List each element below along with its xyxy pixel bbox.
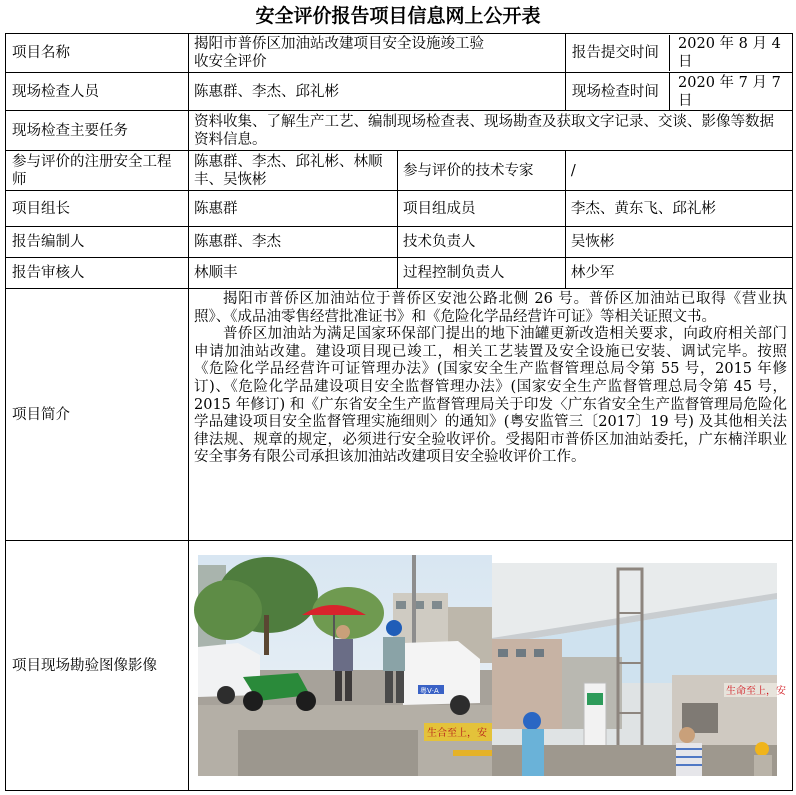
row-compiler [6,227,793,258]
compiler-value: 陈惠群、李杰 [189,227,398,258]
photos-label: 项目现场勘验图像影像 [6,541,189,791]
submit-time-value: 2020 年 8 月 4 日 [678,36,781,70]
leader-value: 陈惠群 [189,191,398,227]
experts-value: / [565,151,792,191]
compiler-label: 报告编制人 [6,227,189,258]
row-leader [6,191,793,227]
intro-paragraph-2: 普侨区加油站为满足国家环保部门提出的地下油罐更新改造相关要求，向政府相关部门申请加油站改建。建设项目现已竣工，相关工艺装置及安全设施已安装、调试完毕。按照《危险化学品经营许可证管理办法》(国家安全生产监督管理总局令第 55 号，2015 年修订)、《危险化学品建设项目安全监督管理办法》(国家安全生产监督管理总局令第 45 号，2015 年修订) 和《广东省安全生产监督管理局关于印发〈广东省安全生产监督管理局危险化学品建设项目安全监督管理实施细则〉的通知》(粤安监管三〔2017〕19 号) 及其他相关法律法规、规章的规定，必须进行安全验收评价。受揭阳市普侨区加油站委托，广东楠洋职业安全事务有限公司承担该加油站改建项目安全验收评价工作。 [194,326,787,466]
members-value: 李杰、黄东飞、邱礼彬 [565,191,792,227]
reviewer-label: 报告审核人 [6,258,189,289]
main-tasks-value: 资料收集、了解生产工艺、编制现场检查表、现场勘查及获取文字记录、交谈、影像等数据资料信息。 [189,111,793,151]
site-photo-left-image [198,555,492,776]
row-photos [6,541,793,791]
engineers-value: 陈惠群、李杰、邱礼彬、林顺丰、吴恢彬 [189,151,398,191]
row-reviewer [6,258,793,289]
inspect-time-cell [565,73,792,111]
submit-time-cell [565,34,792,73]
license-plate-text: 粤V·A [420,687,439,695]
inspect-time-value: 2020 年 7 月 7 日 [678,74,781,109]
site-photo-right [492,563,786,776]
inspectors-value: 陈惠群、李杰、邱礼彬 [189,73,566,111]
experts-label: 参与评价的技术专家 [398,151,566,191]
row-intro [6,289,793,541]
inspectors-label: 现场检查人员 [6,73,189,111]
banner-text-right: 生命至上，安 [726,686,786,697]
row-project-name [6,34,793,73]
inspect-time-label: 现场检查时间 [566,73,670,110]
process-lead-label: 过程控制负责人 [398,258,566,289]
members-label: 项目组成员 [398,191,566,227]
main-tasks-label: 现场检查主要任务 [6,111,189,151]
site-photo-left [198,555,492,776]
process-lead-value: 林少军 [565,258,792,289]
info-table [5,33,793,791]
leader-label: 项目组长 [6,191,189,227]
row-engineers [6,151,793,191]
banner-text-left: 生合至上，安 [427,728,487,739]
row-main-tasks [6,111,793,151]
submit-time-label: 报告提交时间 [566,35,670,71]
page-title: 安全评价报告项目信息网上公开表 [255,5,541,27]
intro-paragraph-1: 揭阳市普侨区加油站位于普侨区安池公路北侧 26 号。普侨区加油站已取得《营业执照》、《成品油零售经营批准证书》和《危险化学品经营许可证》等相关证照文书。 [194,291,787,325]
project-name-label: 项目名称 [6,34,189,73]
intro-text [189,289,793,541]
site-photo-right-image [492,563,786,776]
engineers-label: 参与评价的注册安全工程师 [6,151,189,191]
tech-lead-value: 吴恢彬 [565,227,792,258]
photos-cell [189,541,793,791]
intro-label: 项目简介 [6,289,189,541]
row-inspectors [6,73,793,111]
project-name-value: 揭阳市普侨区加油站改建项目安全设施竣工验收安全评价 [189,34,566,73]
reviewer-value: 林顺丰 [189,258,398,289]
tech-lead-label: 技术负责人 [398,227,566,258]
